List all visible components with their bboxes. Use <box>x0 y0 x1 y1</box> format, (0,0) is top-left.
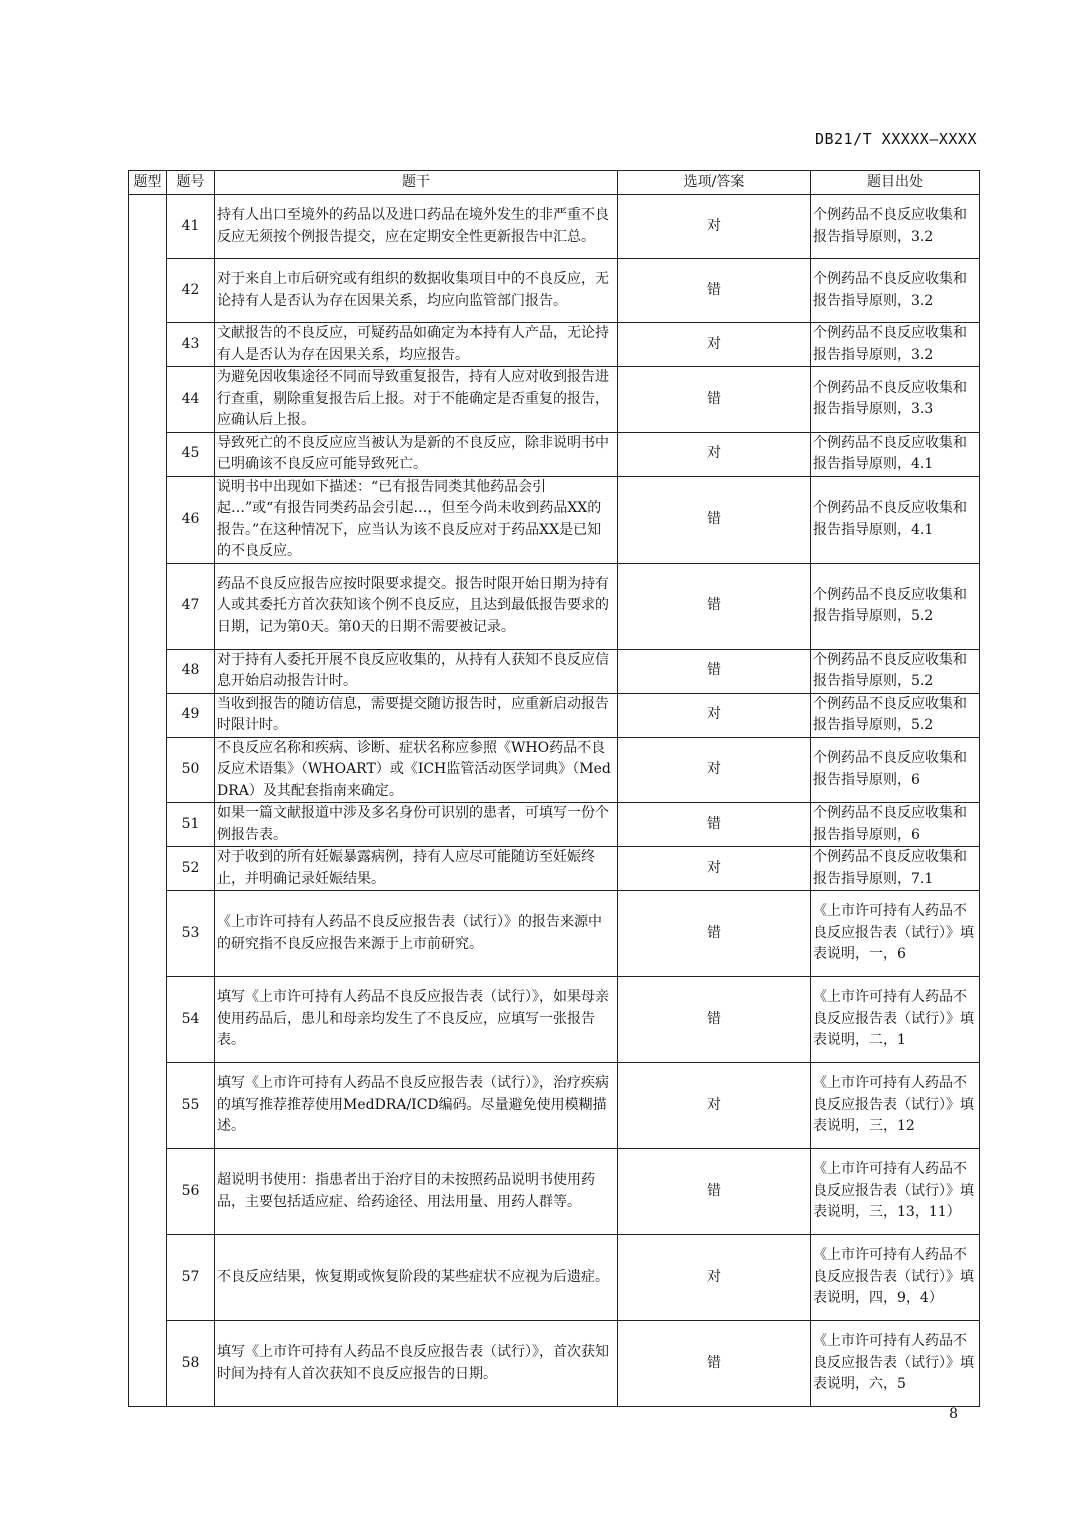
table-row <box>129 476 980 563</box>
question-number: 43 <box>167 323 215 367</box>
question-table <box>128 170 980 1407</box>
question-number: 56 <box>167 1149 215 1235</box>
source-cell: 个例药品不良反应收集和报告指导原则，6 <box>811 803 980 847</box>
question-stem: 不良反应结果，恢复期或恢复阶段的某些症状不应视为后遗症。 <box>215 1235 618 1321</box>
question-number: 41 <box>167 195 215 259</box>
source-cell: 个例药品不良反应收集和报告指导原则，3.2 <box>811 195 980 259</box>
answer-cell: 错 <box>618 891 811 977</box>
table-row <box>129 432 980 476</box>
source-cell: 个例药品不良反应收集和报告指导原则，4.1 <box>811 476 980 563</box>
question-number: 45 <box>167 432 215 476</box>
question-stem: 药品不良反应报告应按时限要求提交。报告时限开始日期为持有人或其委托方首次获知该个例不良反应，且达到最低报告要求的日期，记为第0天。第0天的日期不需要被记录。 <box>215 563 618 649</box>
question-number: 50 <box>167 737 215 803</box>
question-number: 54 <box>167 977 215 1063</box>
source-cell: 个例药品不良反应收集和报告指导原则，6 <box>811 737 980 803</box>
answer-cell: 对 <box>618 1235 811 1321</box>
table-header-row <box>129 171 980 195</box>
answer-cell: 错 <box>618 1321 811 1407</box>
source-cell: 个例药品不良反应收集和报告指导原则，5.2 <box>811 649 980 693</box>
table-row <box>129 803 980 847</box>
question-number: 53 <box>167 891 215 977</box>
header-answer: 选项/答案 <box>618 171 811 195</box>
table-row <box>129 367 980 433</box>
question-number: 52 <box>167 847 215 891</box>
source-cell: 《上市许可持有人药品不良反应报告表（试行）》填表说明，六，5 <box>811 1321 980 1407</box>
source-cell: 《上市许可持有人药品不良反应报告表（试行）》填表说明，二，1 <box>811 977 980 1063</box>
source-cell: 个例药品不良反应收集和报告指导原则，3.2 <box>811 259 980 323</box>
answer-cell: 对 <box>618 693 811 737</box>
question-stem: 如果一篇文献报道中涉及多名身份可识别的患者，可填写一份个例报告表。 <box>215 803 618 847</box>
header-question-stem: 题干 <box>215 171 618 195</box>
question-stem: 填写《上市许可持有人药品不良反应报告表（试行）》，如果母亲使用药品后，患儿和母亲均发生了不良反应，应填写一张报告表。 <box>215 977 618 1063</box>
answer-cell: 错 <box>618 1149 811 1235</box>
question-number: 47 <box>167 563 215 649</box>
answer-cell: 对 <box>618 432 811 476</box>
answer-cell: 对 <box>618 847 811 891</box>
question-type-cell <box>129 195 167 1407</box>
question-stem: 对于来自上市后研究或有组织的数据收集项目中的不良反应，无论持有人是否认为存在因果关系，均应向监管部门报告。 <box>215 259 618 323</box>
source-cell: 《上市许可持有人药品不良反应报告表（试行）》填表说明，三，12 <box>811 1063 980 1149</box>
document-code: DB21/T XXXXX—XXXX <box>814 130 977 148</box>
answer-cell: 对 <box>618 737 811 803</box>
question-stem: 《上市许可持有人药品不良反应报告表（试行）》的报告来源中的研究指不良反应报告来源于上市前研究。 <box>215 891 618 977</box>
question-stem: 填写《上市许可持有人药品不良反应报告表（试行）》，治疗疾病的填写推荐推荐使用MedDRA/ICD编码。尽量避免使用模糊描述。 <box>215 1063 618 1149</box>
answer-cell: 对 <box>618 195 811 259</box>
table-row <box>129 1063 980 1149</box>
question-number: 55 <box>167 1063 215 1149</box>
source-cell: 个例药品不良反应收集和报告指导原则，5.2 <box>811 693 980 737</box>
table-body <box>129 195 980 1407</box>
header-question-number: 题号 <box>167 171 215 195</box>
question-stem: 对于收到的所有妊娠暴露病例，持有人应尽可能随访至妊娠终止，并明确记录妊娠结果。 <box>215 847 618 891</box>
question-stem: 为避免因收集途径不同而导致重复报告，持有人应对收到报告进行查重，剔除重复报告后上报。对于不能确定是否重复的报告，应确认后上报。 <box>215 367 618 433</box>
table-row <box>129 737 980 803</box>
question-number: 42 <box>167 259 215 323</box>
source-cell: 个例药品不良反应收集和报告指导原则，4.1 <box>811 432 980 476</box>
table-row <box>129 1321 980 1407</box>
table-row <box>129 891 980 977</box>
question-number: 57 <box>167 1235 215 1321</box>
table-row <box>129 259 980 323</box>
answer-cell: 错 <box>618 259 811 323</box>
page-number: 8 <box>949 1406 958 1422</box>
answer-cell: 错 <box>618 476 811 563</box>
question-number: 44 <box>167 367 215 433</box>
question-stem: 超说明书使用：指患者出于治疗目的未按照药品说明书使用药品，主要包括适应症、给药途径、用法用量、用药人群等。 <box>215 1149 618 1235</box>
header-source: 题目出处 <box>811 171 980 195</box>
answer-cell: 错 <box>618 563 811 649</box>
table-row <box>129 649 980 693</box>
question-stem: 当收到报告的随访信息，需要提交随访报告时，应重新启动报告时限计时。 <box>215 693 618 737</box>
header-question-type: 题型 <box>129 171 167 195</box>
question-stem: 说明书中出现如下描述：“已有报告同类其他药品会引起…”或“有报告同类药品会引起…，但至今尚未收到药品XX的报告。”在这种情况下，应当认为该不良反应对于药品XX是已知的不良反应。 <box>215 476 618 563</box>
answer-cell: 错 <box>618 977 811 1063</box>
table-row <box>129 847 980 891</box>
source-cell: 《上市许可持有人药品不良反应报告表（试行）》填表说明，四，9，4） <box>811 1235 980 1321</box>
answer-cell: 错 <box>618 803 811 847</box>
question-number: 48 <box>167 649 215 693</box>
table-row <box>129 1235 980 1321</box>
question-number: 46 <box>167 476 215 563</box>
table-row <box>129 563 980 649</box>
question-stem: 填写《上市许可持有人药品不良反应报告表（试行）》，首次获知时间为持有人首次获知不良反应报告的日期。 <box>215 1321 618 1407</box>
question-stem: 文献报告的不良反应，可疑药品如确定为本持有人产品，无论持有人是否认为存在因果关系，均应报告。 <box>215 323 618 367</box>
source-cell: 个例药品不良反应收集和报告指导原则，3.2 <box>811 323 980 367</box>
question-number: 49 <box>167 693 215 737</box>
source-cell: 个例药品不良反应收集和报告指导原则，7.1 <box>811 847 980 891</box>
source-cell: 《上市许可持有人药品不良反应报告表（试行）》填表说明，一，6 <box>811 891 980 977</box>
table-row <box>129 977 980 1063</box>
source-cell: 个例药品不良反应收集和报告指导原则，5.2 <box>811 563 980 649</box>
answer-cell: 对 <box>618 323 811 367</box>
answer-cell: 对 <box>618 1063 811 1149</box>
table-row <box>129 693 980 737</box>
question-number: 51 <box>167 803 215 847</box>
question-stem: 不良反应名称和疾病、诊断、症状名称应参照《WHO药品不良反应术语集》（WHOART）或《ICH监管活动医学词典》（MedDRA）及其配套指南来确定。 <box>215 737 618 803</box>
source-cell: 《上市许可持有人药品不良反应报告表（试行）》填表说明，三，13，11） <box>811 1149 980 1235</box>
answer-cell: 错 <box>618 367 811 433</box>
question-stem: 持有人出口至境外的药品以及进口药品在境外发生的非严重不良反应无须按个例报告提交，应在定期安全性更新报告中汇总。 <box>215 195 618 259</box>
source-cell: 个例药品不良反应收集和报告指导原则，3.3 <box>811 367 980 433</box>
question-number: 58 <box>167 1321 215 1407</box>
answer-cell: 错 <box>618 649 811 693</box>
table-row <box>129 195 980 259</box>
question-stem: 导致死亡的不良反应应当被认为是新的不良反应，除非说明书中已明确该不良反应可能导致死亡。 <box>215 432 618 476</box>
table-row <box>129 323 980 367</box>
table-row <box>129 1149 980 1235</box>
question-stem: 对于持有人委托开展不良反应收集的，从持有人获知不良反应信息开始启动报告计时。 <box>215 649 618 693</box>
